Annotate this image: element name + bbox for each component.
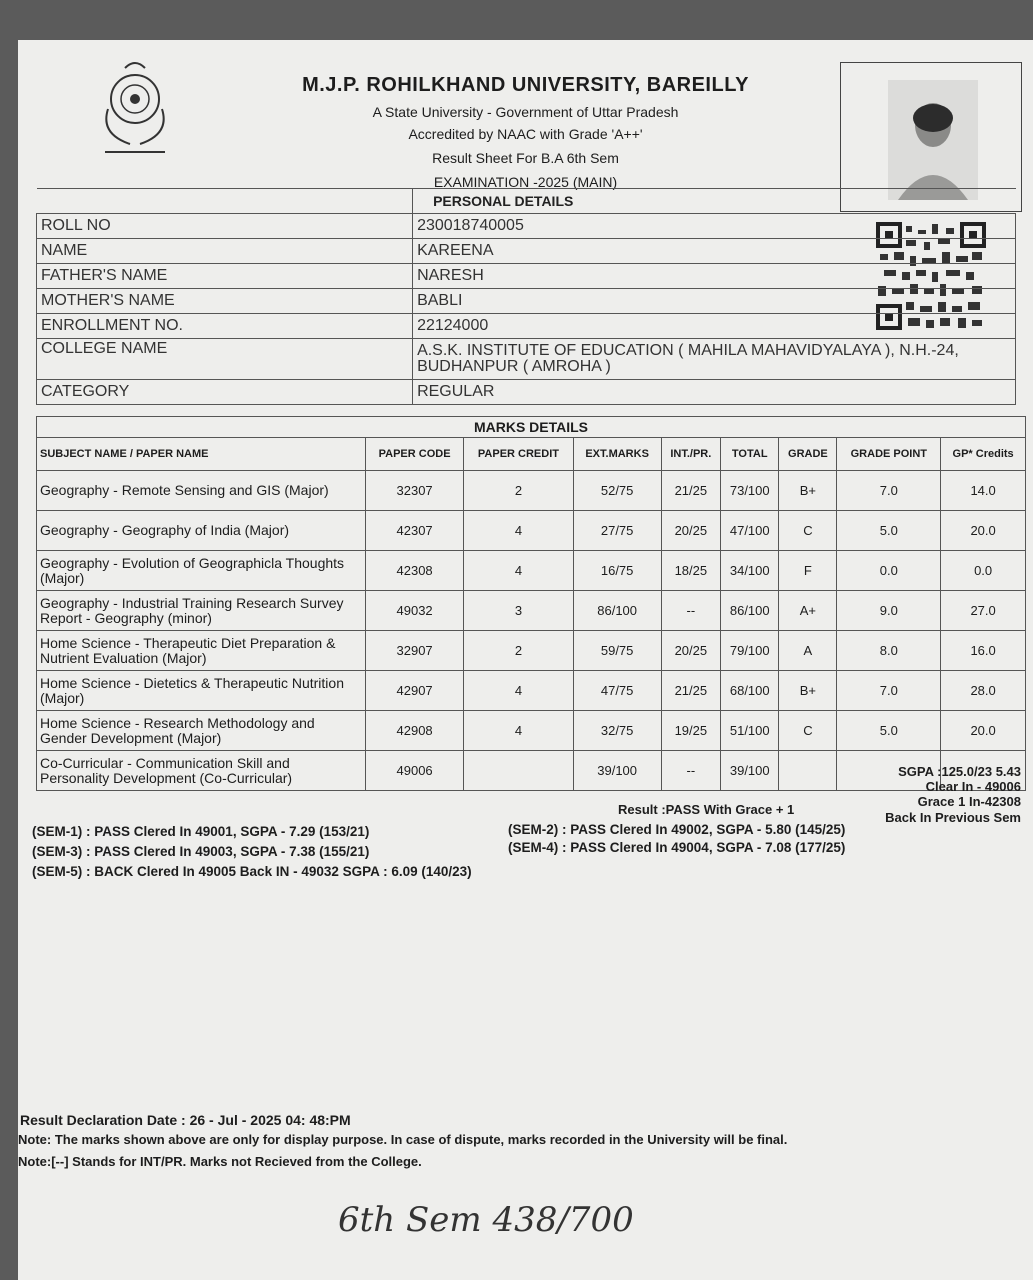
col-grade: GRADE — [779, 438, 837, 471]
grade-point: 8.0 — [837, 631, 941, 671]
note-dispute: Note: The marks shown above are only for display purpose. In case of dispute, marks recorded in the University will be final. — [18, 1132, 788, 1147]
paper-credit: 4 — [464, 671, 574, 711]
paper-credit: 3 — [464, 591, 574, 631]
col-grade-point: GRADE POINT — [837, 438, 941, 471]
paper-code: 49006 — [366, 751, 464, 791]
col-subject-name: SUBJECT NAME / PAPER NAME — [37, 438, 366, 471]
col-total: TOTAL — [721, 438, 779, 471]
table-row — [37, 671, 1026, 711]
int-pr: 20/25 — [661, 631, 721, 671]
paper-credit: 2 — [464, 631, 574, 671]
father-name-value: NARESH — [413, 264, 1016, 289]
enrollment-no-value: 22124000 — [413, 314, 1016, 339]
grade: A+ — [779, 591, 837, 631]
subject-name: Geography - Industrial Training Research Survey Report - Geography (minor) — [37, 591, 366, 631]
grade-point: 9.0 — [837, 591, 941, 631]
category-value: REGULAR — [413, 380, 1016, 405]
int-pr: 20/25 — [661, 511, 721, 551]
subject-name: Geography - Geography of India (Major) — [37, 511, 366, 551]
grade: B+ — [779, 471, 837, 511]
ext-marks: 52/75 — [573, 471, 661, 511]
clear-in: Clear In - 49006 — [925, 779, 1021, 794]
subject-name: Geography - Evolution of Geographicla Thoughts (Major) — [37, 551, 366, 591]
ext-marks: 16/75 — [573, 551, 661, 591]
paper-code: 32907 — [366, 631, 464, 671]
enrollment-no-label: ENROLLMENT NO. — [37, 314, 413, 339]
mother-name-value: BABLI — [413, 289, 1016, 314]
gp-credits: 0.0 — [941, 551, 1026, 591]
grade: A — [779, 631, 837, 671]
total: 79/100 — [721, 631, 779, 671]
total: 47/100 — [721, 511, 779, 551]
result-sheet — [18, 40, 1033, 1280]
paper-code: 49032 — [366, 591, 464, 631]
paper-credit: 4 — [464, 511, 574, 551]
ext-marks: 86/100 — [573, 591, 661, 631]
total: 34/100 — [721, 551, 779, 591]
total: 68/100 — [721, 671, 779, 711]
int-pr: 19/25 — [661, 711, 721, 751]
table-row — [37, 591, 1026, 631]
col-paper-credit: PAPER CREDIT — [464, 438, 574, 471]
gp-credits: 27.0 — [941, 591, 1026, 631]
grade: C — [779, 711, 837, 751]
paper-credit: 2 — [464, 471, 574, 511]
roll-no-label: ROLL NO — [37, 214, 413, 239]
handwritten-annotation: 6th Sem 438/700 — [338, 1200, 634, 1240]
university-type: A State University - Government of Uttar Pradesh — [372, 104, 679, 120]
paper-credit: 4 — [464, 551, 574, 591]
table-row — [37, 471, 1026, 511]
total: 86/100 — [721, 591, 779, 631]
grace: Grace 1 In-42308 — [917, 794, 1021, 809]
paper-code: 32307 — [366, 471, 464, 511]
col-paper-code: PAPER CODE — [366, 438, 464, 471]
total: 51/100 — [721, 711, 779, 751]
ext-marks: 47/75 — [573, 671, 661, 711]
paper-code: 42308 — [366, 551, 464, 591]
ext-marks: 27/75 — [573, 511, 661, 551]
subject-name: Geography - Remote Sensing and GIS (Major) — [37, 471, 366, 511]
marks-details-table — [36, 416, 1026, 791]
paper-credit — [464, 751, 574, 791]
int-pr: 18/25 — [661, 551, 721, 591]
gp-credits: 20.0 — [941, 711, 1026, 751]
result-declaration-date: Result Declaration Date : 26 - Jul - 2025 04: 48:PM — [20, 1112, 351, 1128]
ext-marks: 59/75 — [573, 631, 661, 671]
result-status: Result :PASS With Grace + 1 — [618, 802, 795, 817]
col-ext-marks: EXT.MARKS — [573, 438, 661, 471]
gp-credits: 16.0 — [941, 631, 1026, 671]
grade: B+ — [779, 671, 837, 711]
table-row — [37, 711, 1026, 751]
subject-name: Home Science - Dietetics & Therapeutic Nutrition (Major) — [37, 671, 366, 711]
grade-point: 0.0 — [837, 551, 941, 591]
table-row — [37, 631, 1026, 671]
int-pr: 21/25 — [661, 471, 721, 511]
table-row — [37, 751, 1026, 791]
grade-point: 7.0 — [837, 471, 941, 511]
roll-no-value: 230018740005 — [413, 214, 1016, 239]
int-pr: -- — [661, 591, 721, 631]
total: 39/100 — [721, 751, 779, 791]
college-name-label: COLLEGE NAME — [37, 339, 413, 380]
int-pr: 21/25 — [661, 671, 721, 711]
result-sheet-title: Result Sheet For B.A 6th Sem — [432, 150, 619, 166]
paper-code: 42907 — [366, 671, 464, 711]
subject-name: Co-Curricular - Communication Skill and Personality Development (Co-Curricular) — [37, 751, 366, 791]
paper-code: 42307 — [366, 511, 464, 551]
table-row — [37, 551, 1026, 591]
table-row — [37, 511, 1026, 551]
student-photo-icon — [888, 80, 978, 200]
back-in-previous-sem: Back In Previous Sem — [885, 810, 1021, 825]
grade: F — [779, 551, 837, 591]
personal-details-table — [36, 188, 1016, 405]
university-name: M.J.P. ROHILKHAND UNIVERSITY, BAREILLY — [302, 74, 749, 96]
sgpa: SGPA :125.0/23 5.43 — [898, 764, 1021, 779]
gp-credits: 14.0 — [941, 471, 1026, 511]
name-label: NAME — [37, 239, 413, 264]
ext-marks: 32/75 — [573, 711, 661, 751]
col-gp-credits: GP* Credits — [941, 438, 1026, 471]
grade: C — [779, 511, 837, 551]
marks-details-heading: MARKS DETAILS — [37, 417, 1026, 438]
accreditation: Accredited by NAAC with Grade 'A++' — [408, 126, 643, 142]
gp-credits: 28.0 — [941, 671, 1026, 711]
college-name-value: A.S.K. INSTITUTE OF EDUCATION ( MAHILA MAHAVIDYALAYA ), N.H.-24, BUDHANPUR ( AMROHA ) — [413, 339, 1016, 380]
grade-point: 5.0 — [837, 711, 941, 751]
ext-marks: 39/100 — [573, 751, 661, 791]
gp-credits: 20.0 — [941, 511, 1026, 551]
father-name-label: FATHER'S NAME — [37, 264, 413, 289]
note-int-pr: Note:[--] Stands for INT/PR. Marks not Recieved from the College. — [18, 1154, 422, 1169]
mother-name-label: MOTHER'S NAME — [37, 289, 413, 314]
grade-point: 5.0 — [837, 511, 941, 551]
subject-name: Home Science - Research Methodology and Gender Development (Major) — [37, 711, 366, 751]
personal-details-heading: PERSONAL DETAILS — [413, 189, 1016, 214]
paper-credit: 4 — [464, 711, 574, 751]
sem2-result: (SEM-2) : PASS Clered In 49002, SGPA - 5.80 (145/25) — [508, 822, 846, 837]
paper-code: 42908 — [366, 711, 464, 751]
name-value: KAREENA — [413, 239, 1016, 264]
sem1-result: (SEM-1) : PASS Clered In 49001, SGPA - 7.29 (153/21) — [32, 824, 370, 839]
sem4-result: (SEM-4) : PASS Clered In 49004, SGPA - 7.08 (177/25) — [508, 840, 846, 855]
grade-point: 7.0 — [837, 671, 941, 711]
sem5-result: (SEM-5) : BACK Clered In 49005 Back IN - 49032 SGPA : 6.09 (140/23) — [32, 864, 472, 879]
sem3-result: (SEM-3) : PASS Clered In 49003, SGPA - 7.38 (155/21) — [32, 844, 370, 859]
examination-title: EXAMINATION -2025 (MAIN) — [433, 174, 618, 190]
subject-name: Home Science - Therapeutic Diet Preparation & Nutrient Evaluation (Major) — [37, 631, 366, 671]
total: 73/100 — [721, 471, 779, 511]
category-label: CATEGORY — [37, 380, 413, 405]
col-int-pr: INT./PR. — [661, 438, 721, 471]
int-pr: -- — [661, 751, 721, 791]
grade — [779, 751, 837, 791]
